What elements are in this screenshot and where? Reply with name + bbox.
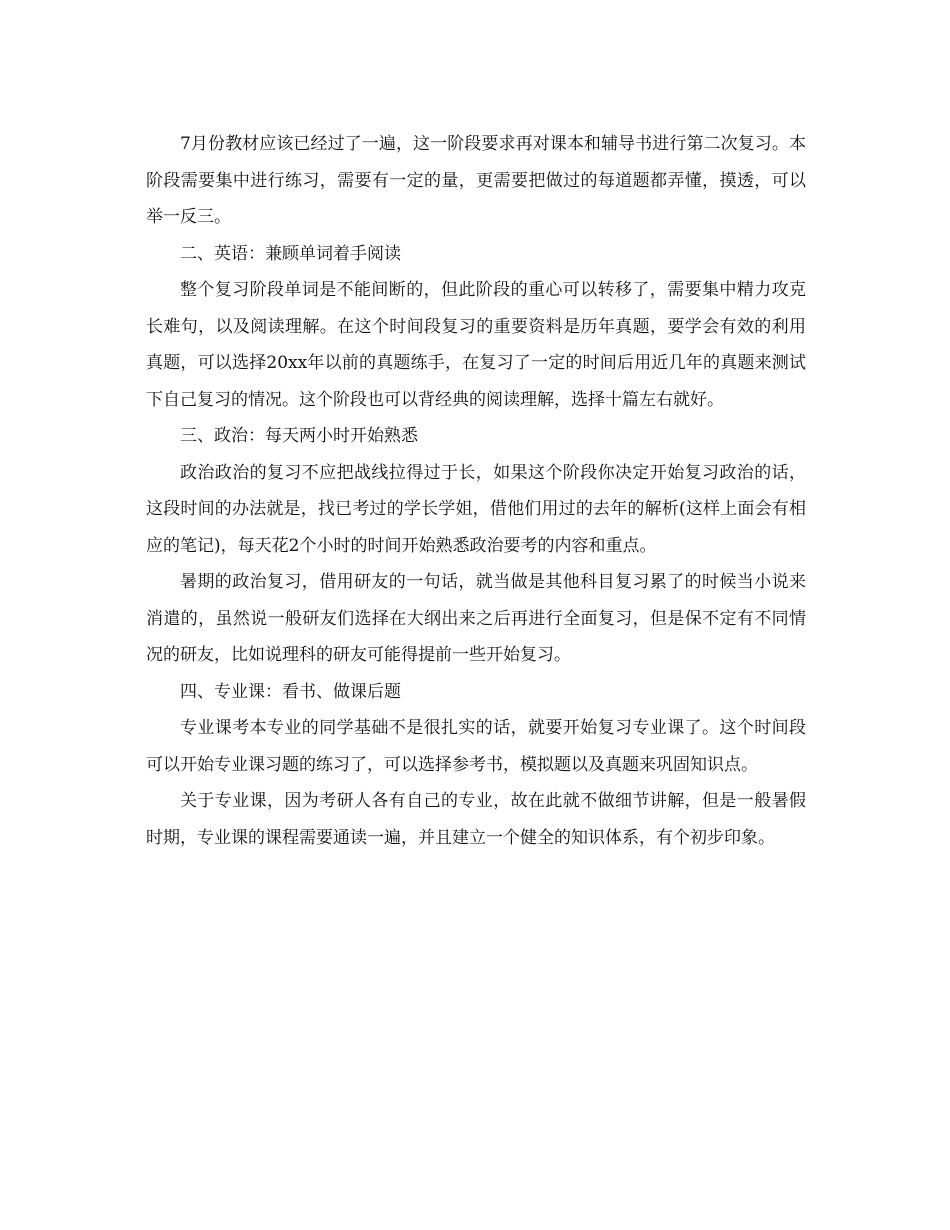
paragraph-english-review: 整个复习阶段单词是不能间断的，但此阶段的重心可以转移了，需要集中精力攻克长难句，以及阅读理解。在这个时间段复习的重要资料是历年真题，要学会有效的利用真题，可以选择20xx年以前的真题练手，在复习了一定的时间后用近几年的真题来测试下自己复习的情况。这个阶段也可以背经典的阅读理解，选择十篇左右就好。 [146,280,806,410]
paragraph-major-course-summer: 关于专业课，因为考研人各有自己的专业，故在此就不做细节讲解，但是一般暑假时期，专业课的课程需要通读一遍，并且建立一个健全的知识体系，有个初步印象。 [146,791,806,848]
document-body [146,126,806,856]
paragraph-major-course-review: 专业课考本专业的同学基础不是很扎实的话，就要开始复习专业课了。这个时间段可以开始专业课习题的练习了，可以选择参考书，模拟题以及真题来巩固知识点。 [146,718,806,775]
section-heading-major-course: 四、专业课：看书、做课后题 [180,681,401,702]
paragraph-math-review: 7月份教材应该已经过了一遍，这一阶段要求再对课本和辅导书进行第二次复习。本阶段需要集中进行练习，需要有一定的量，更需要把做过的每道题都弄懂，摸透，可以举一反三。 [146,134,806,227]
section-heading-english: 二、英语：兼顾单词着手阅读 [180,243,401,264]
paragraph-politics-review: 政治政治的复习不应把战线拉得过于长，如果这个阶段你决定开始复习政治的话，这段时间的办法就是，找已考过的学长学姐，借他们用过的去年的解析(这样上面会有相应的笔记)，每天花2个小时的时间开始熟悉政治要考的内容和重点。 [146,462,806,556]
section-heading-politics: 三、政治：每天两小时开始熟悉 [180,426,418,446]
paragraph-politics-summer: 暑期的政治复习，借用研友的一句话，就当做是其他科目复习累了的时候当小说来消遣的，虽然说一般研友们选择在大纲出来之后再进行全面复习，但是保不定有不同情况的研友，比如说理科的研友可能得提前一些开始复习。 [146,572,806,665]
